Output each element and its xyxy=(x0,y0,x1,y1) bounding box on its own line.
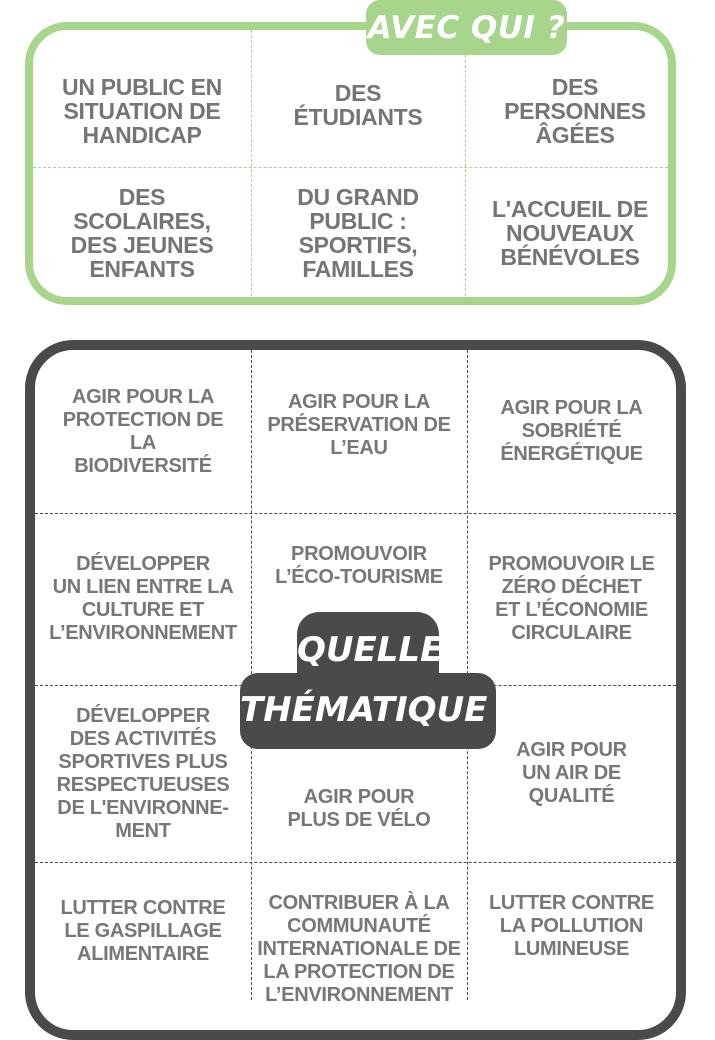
audience-cell xyxy=(33,55,251,167)
theme-cell xyxy=(251,350,467,500)
theme-cell-text: CONTRIBUER À LA COMMUNAUTÉ INTERNATIONALE DE LA PROTECTION DE L’ENVIRONNEMENT xyxy=(257,891,461,1006)
theme-cell-text: AGIR POUR LA PROTECTION DE LA BIODIVERSITÉ xyxy=(62,385,224,477)
theme-cell xyxy=(251,755,467,862)
theme-cell-text: AGIR POUR LA SOBRIÉTÉ ÉNERGÉTIQUE xyxy=(500,397,643,465)
theme-cell xyxy=(35,685,251,862)
audience-cell xyxy=(465,55,685,167)
theme-cell xyxy=(467,513,676,685)
theme-cell-text: LUTTER CONTRE LE GASPILLAGE ALIMENTAIRE xyxy=(60,896,226,965)
theme-cell-text: DÉVELOPPER UN LIEN ENTRE LA CULTURE ET L’ENVIRONNEMENT xyxy=(49,553,237,644)
theme-cell xyxy=(467,862,676,990)
theme-cell xyxy=(35,862,251,1000)
theme-cell-text: AGIR POUR UN AIR DE QUALITÉ xyxy=(516,739,627,807)
theme-cell-text: DÉVELOPPER DES ACTIVITÉS SPORTIVES PLUS RESPECTUEUSES DE L'ENVIRONNE- MENT xyxy=(56,704,230,842)
audience-cell-text: DU GRAND PUBLIC : SPORTIFS, FAMILLES xyxy=(297,184,419,282)
audience-cell-text: DES SCOLAIRES, DES JEUNES ENFANTS xyxy=(70,184,214,282)
theme-title-line1: QUELLE xyxy=(297,630,444,670)
theme-cell-text: PROMOUVOIR L’ÉCO-TOURISME xyxy=(275,543,443,588)
audience-cell-text: L'ACCUEIL DE NOUVEAUX BÉNÉVOLES xyxy=(491,196,649,270)
theme-cell xyxy=(35,350,251,513)
theme-title-line2: THÉMATIQUE ? xyxy=(240,690,519,730)
theme-cell-text: AGIR POUR PLUS DE VÉLO xyxy=(287,785,431,831)
theme-cell xyxy=(35,513,251,685)
audience-cell-text: UN PUBLIC EN SITUATION DE HANDICAP xyxy=(62,74,222,148)
audience-cell xyxy=(465,168,675,298)
theme-cell xyxy=(251,525,467,607)
theme-cell-text: LUTTER CONTRE LA POLLUTION LUMINEUSE xyxy=(489,891,654,960)
audience-cell xyxy=(251,168,465,298)
audience-cell xyxy=(33,168,251,298)
theme-cell-text: PROMOUVOIR LE ZÉRO DÉCHET ET L’ÉCONOMIE CIRCULAIRE xyxy=(488,553,655,644)
theme-cell xyxy=(467,350,676,513)
audience-cell-text: DES ÉTUDIANTS xyxy=(293,80,423,130)
theme-cell-text: AGIR POUR LA PRÉSERVATION DE L’EAU xyxy=(267,390,451,459)
audience-title: AVEC QUI ? xyxy=(366,0,567,55)
theme-cell xyxy=(251,862,467,1006)
audience-cell-text: DES PERSONNES ÂGÉES xyxy=(504,74,646,148)
audience-cell xyxy=(251,55,465,155)
